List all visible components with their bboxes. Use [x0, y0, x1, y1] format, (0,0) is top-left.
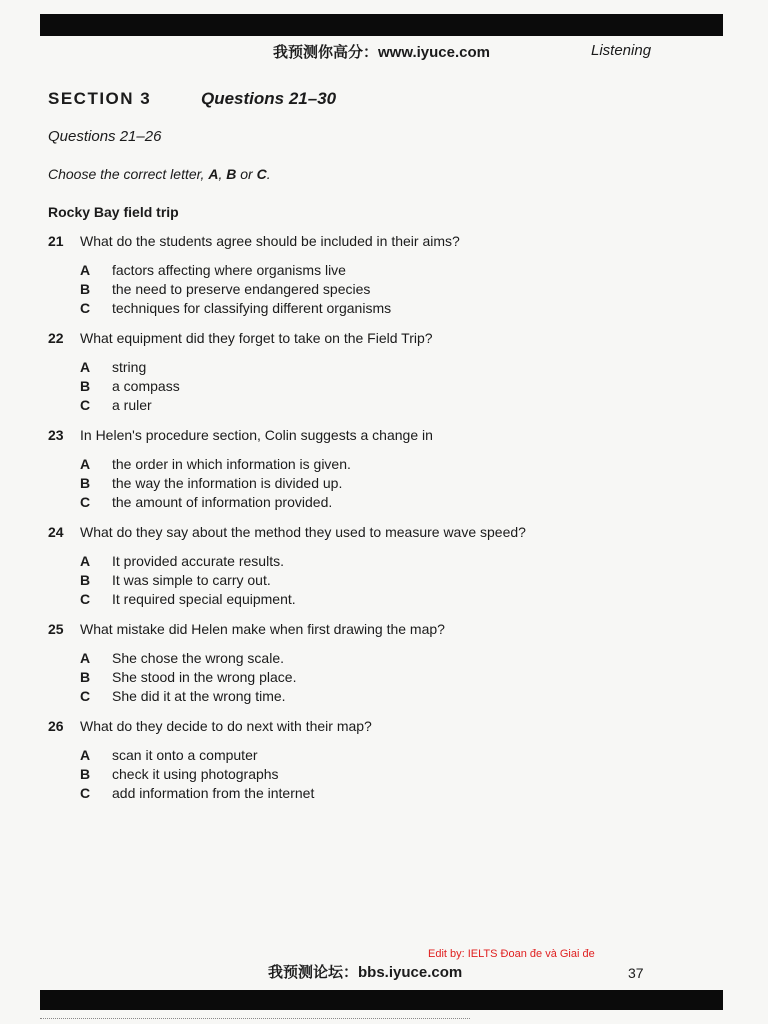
option-text: string [112, 359, 147, 375]
question [48, 232, 708, 318]
instruction-sep: , [218, 166, 227, 182]
option-letter: A [80, 747, 91, 763]
header-label: Listening [591, 42, 652, 59]
option [48, 358, 708, 377]
question [48, 717, 708, 803]
option [48, 687, 708, 706]
instruction-letter-b: B [226, 166, 237, 182]
option-letter: B [80, 572, 91, 588]
option-letter: C [80, 494, 91, 510]
page-number: 37 [628, 965, 644, 981]
option [48, 590, 708, 609]
instruction-end: . [266, 166, 271, 182]
top-black-bar [40, 14, 723, 36]
option [48, 571, 708, 590]
option-text: scan it onto a computer [112, 747, 258, 763]
instruction-prefix: Choose the correct letter, [48, 166, 209, 182]
option-text: add information from the internet [112, 785, 315, 801]
option [48, 261, 708, 280]
option-letter: A [80, 359, 91, 375]
question-text: What equipment did they forget to take on the Field Trip? [80, 330, 433, 346]
question [48, 523, 708, 609]
scan-artifact-line [40, 1018, 470, 1020]
option [48, 668, 708, 687]
question-number: 24 [48, 524, 64, 540]
question-text: In Helen's procedure section, Colin suggests a change in [80, 427, 433, 443]
option-text: She did it at the wrong time. [112, 688, 286, 704]
option-letter: C [80, 785, 91, 801]
option-letter: B [80, 475, 91, 491]
option-text: It provided accurate results. [112, 553, 284, 569]
option-letter: B [80, 281, 91, 297]
option [48, 765, 708, 784]
option-text: the order in which information is given. [112, 456, 351, 472]
question-number: 21 [48, 233, 64, 249]
option-text: techniques for classifying different organisms [112, 300, 392, 316]
subsection-range: Questions 21–26 [48, 128, 162, 145]
option-text: She chose the wrong scale. [112, 650, 284, 666]
bottom-black-bar [40, 990, 723, 1010]
question [48, 329, 708, 415]
instruction-letter-a: A [208, 166, 219, 182]
option [48, 746, 708, 765]
option-text: the amount of information provided. [112, 494, 333, 510]
option-text: It was simple to carry out. [112, 572, 271, 588]
question-list [48, 232, 708, 814]
option-letter: B [80, 766, 91, 782]
question-number: 23 [48, 427, 64, 443]
question-number: 25 [48, 621, 64, 637]
option-letter: B [80, 378, 91, 394]
option-letter: A [80, 553, 91, 569]
option-text: factors affecting where organisms live [112, 262, 346, 278]
option-letter: A [80, 456, 91, 472]
option-text: check it using photographs [112, 766, 279, 782]
question-text: What do they say about the method they used to measure wave speed? [80, 524, 526, 540]
option [48, 396, 708, 415]
instruction-sep: or [236, 166, 257, 182]
question-number: 26 [48, 718, 64, 734]
question-text: What mistake did Helen make when first drawing the map? [80, 621, 445, 637]
option [48, 493, 708, 512]
option [48, 299, 708, 318]
option-text: a ruler [112, 397, 152, 413]
edit-note: Edit by: IELTS Đoan đe và Giai đe [428, 948, 595, 960]
option-text: the way the information is divided up. [112, 475, 343, 491]
section-heading: SECTION 3 [48, 89, 152, 108]
question-number: 22 [48, 330, 64, 346]
option-letter: C [80, 300, 91, 316]
task-title: Rocky Bay field trip [48, 204, 179, 220]
option-letter: B [80, 669, 91, 685]
option [48, 649, 708, 668]
option-letter: C [80, 688, 91, 704]
option-letter: C [80, 397, 91, 413]
section-question-range: Questions 21–30 [201, 89, 337, 108]
option-letter: A [80, 650, 91, 666]
option-text: She stood in the wrong place. [112, 669, 297, 685]
option [48, 455, 708, 474]
option-letter: A [80, 262, 91, 278]
question-text: What do the students agree should be included in their aims? [80, 233, 460, 249]
option [48, 552, 708, 571]
question [48, 426, 708, 512]
option-letter: C [80, 591, 91, 607]
option-text: the need to preserve endangered species [112, 281, 371, 297]
header-site: 我预测你高分：www.iyuce.com [273, 44, 490, 61]
instruction [48, 166, 271, 182]
option-text: a compass [112, 378, 180, 394]
option-text: It required special equipment. [112, 591, 296, 607]
footer-site: 我预测论坛：bbs.iyuce.com [268, 964, 463, 981]
option [48, 377, 708, 396]
option [48, 280, 708, 299]
question-text: What do they decide to do next with their map? [80, 718, 372, 734]
question [48, 620, 708, 706]
instruction-letter-c: C [256, 166, 267, 182]
option [48, 784, 708, 803]
option [48, 474, 708, 493]
